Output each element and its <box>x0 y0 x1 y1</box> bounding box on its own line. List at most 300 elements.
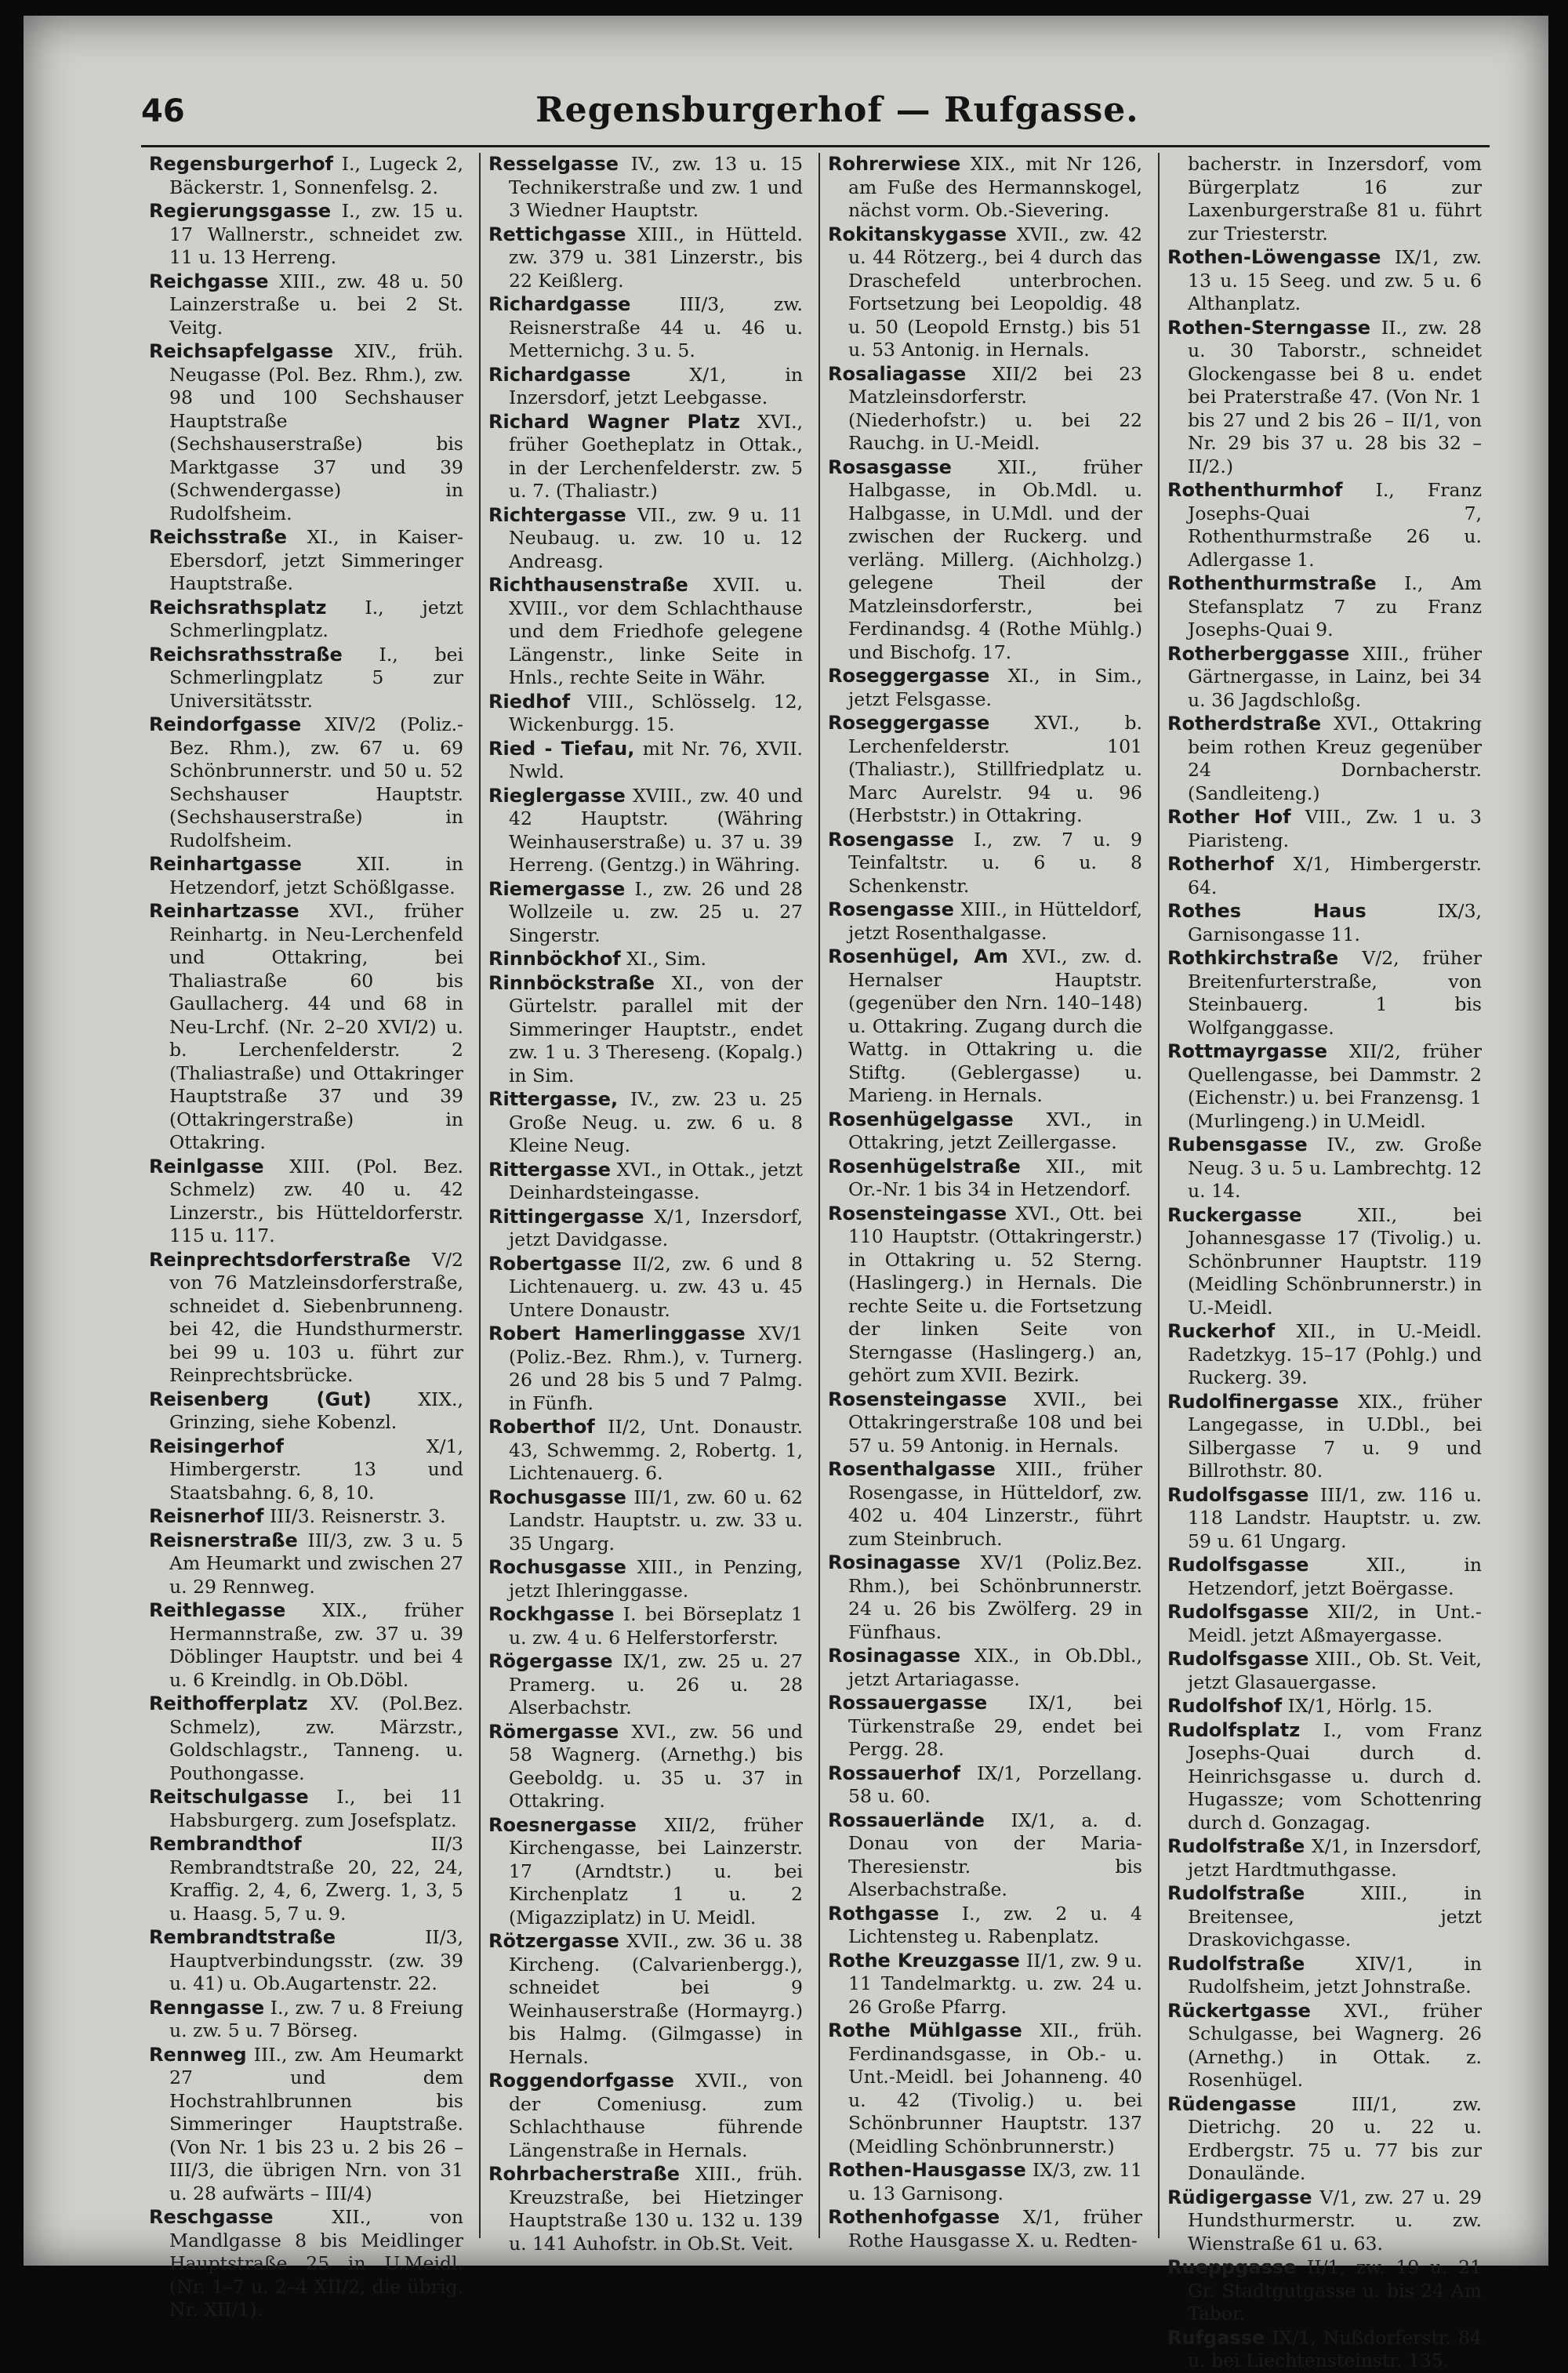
entry-text: XIX., früher Hermannstraße, zw. 37 u. 39 Döblinger Hauptstr. und bei 4 u. 6 Kreindlg. in Ob.Döbl. <box>169 1599 463 1691</box>
entry-headword: Rudolfinergasse <box>1167 1390 1339 1413</box>
entry-headword: Roseggergasse <box>828 712 990 734</box>
directory-entry <box>1167 900 1482 946</box>
directory-entry <box>488 2070 803 2162</box>
entry-text: IX/1, a. d. Donau von der Maria-Theresienstr. bis Alserbachstraße. <box>848 1809 1142 1900</box>
directory-entry <box>149 1388 463 1435</box>
directory-entry <box>1167 1953 1482 1999</box>
entry-headword: Rufgasse <box>1167 2326 1265 2349</box>
directory-entry <box>488 1159 803 1205</box>
directory-entry <box>1167 1601 1482 1647</box>
entry-text: VIII., Zw. 1 u. 3 Piaristeng. <box>1188 806 1483 851</box>
directory-entry <box>1167 643 1482 713</box>
directory-entry <box>149 1505 463 1529</box>
directory-entry <box>828 1203 1142 1388</box>
directory-entry <box>488 738 803 784</box>
entry-text: XVII., zw. 36 u. 38 Kircheng. (Calvarienbergg.), schneidet bei 9 Weinhauserstraße (Hormayrg.) bis Halmg. (Gilmgasse) in Hernals. <box>509 1930 803 2068</box>
entry-text: XII., früher Halbgasse, in Ob.Mdl. u. Halbgasse, in U.Mdl. und der zwischen der Ruckerg. und verläng. Millerg. (Aichholzg.) gelegene Theil der Matzleinsdorferstr., bei Ferdinandsg. 4 (Rothe Mühlg.) und Bischofg. 17. <box>848 455 1142 663</box>
entry-text: I., vom Franz Josephs-Quai durch d. Heinrichsgasse u. durch d. Hugassze; vom Schottenring durch d. Gonzagag. <box>1188 1718 1482 1834</box>
entry-text: XVII., zw. 42 u. 44 Rötzerg., bei 4 durch das Draschefeld unterbrochen. Fortsetzung bei Leopoldig. 48 u. 50 (Leopold Ernstg.) bis 51 u. 53 Antonig. in Hernals. <box>848 223 1142 361</box>
directory-entry <box>828 1950 1142 2019</box>
directory-entry <box>1167 1040 1482 1133</box>
entry-headword: Richard Wagner Platz <box>488 410 740 433</box>
entry-headword: Ruckergasse <box>1167 1203 1302 1226</box>
entry-headword: Reindorfgasse <box>149 713 302 735</box>
entry-headword: Rittergasse <box>488 1158 611 1181</box>
entry-text: XVI., früher Reinhartg. in Neu-Lerchenfeld und Ottakring, bei Thaliastraße 60 bis Gaullacherg. 44 und 68 in Neu-Lrchf. (Nr. 2–20 XVI/2) u. b. Lerchenfelderstr. 2 (Thaliastraße) und Ottakringer Hauptstraße 37 und 39 (Ottakringerstraße) in Ottakring. <box>169 900 463 1153</box>
entry-text: XVI., in Ottakring, jetzt Zeillergasse. <box>848 1108 1142 1153</box>
entry-text: I., zw. 15 u. 17 Wallnerstr., schneidet zw. 11 u. 13 Herreng. <box>169 200 463 268</box>
entry-text: bacherstr. in Inzersdorf, vom Bürgerplatz 16 zur Laxenburgerstraße 81 u. führt zur Triesterstr. <box>1188 153 1482 245</box>
entry-headword: Rothe Kreuzgasse <box>828 1949 1020 1972</box>
directory-entry <box>149 1529 463 1599</box>
directory-entry <box>828 1108 1142 1155</box>
entry-text: XIII., zw. 48 u. 50 Lainzerstraße u. bei 2 St. Veitg. <box>169 270 463 339</box>
entry-headword: Roesnergasse <box>488 1813 637 1836</box>
entry-headword: Ruckerhof <box>1167 1320 1276 1342</box>
entry-text: XII., bei Johannesgasse 17 (Tivolig.) u. Schönbrunner Hauptstr. 119 (Meidling Schönbrunnerstr.) in U.-Meidl. <box>1188 1203 1482 1319</box>
entry-text: I. bei Börseplatz 1 u. zw. 4 u. 6 Helferstorferstr. <box>509 1603 803 1649</box>
entry-text: V/2 von 76 Matzleinsdorferstraße, schneidet d. Siebenbrunneng. bei 42, die Hundsthurmerstr. bei 99 u. 103 u. führt zur Reinprechtsbrücke. <box>169 1248 463 1386</box>
entry-headword: Rosenhügelgasse <box>828 1108 1014 1130</box>
entry-headword: Rossauergasse <box>828 1692 988 1714</box>
entry-text: XVII., von der Comeniusg. zum Schlachthause führende Längenstraße in Hernals. <box>509 2070 803 2161</box>
entry-headword: Rembrandtstraße <box>149 1926 336 1948</box>
directory-entry <box>488 411 803 503</box>
directory-entry <box>828 1156 1142 1202</box>
entry-headword: Rudolfstraße <box>1167 1952 1305 1975</box>
entry-headword: Rohrerwiese <box>828 153 961 175</box>
entry-text: XVI., Ottakring beim rothen Kreuz gegenüber 24 Dornbacherstr. (Sandleiteng.) <box>1188 713 1482 804</box>
column-3 <box>818 153 1150 2251</box>
directory-entry <box>828 456 1142 665</box>
entry-headword: Rotherberggasse <box>1167 642 1350 665</box>
directory-entry <box>488 2163 803 2255</box>
entry-text: XIV/2 (Poliz.-Bez. Rhm.), zw. 67 u. 69 Schönbrunnerstr. und 50 u. 52 Sechshauser Hauptstr. (Sechshauserstraße) in Rudolfsheim. <box>169 713 463 851</box>
entry-headword: Rosenthalgasse <box>828 1458 996 1480</box>
entry-text: XII. in Hetzendorf, jetzt Schößlgasse. <box>169 853 463 898</box>
entry-text: XI., Sim. <box>620 948 707 970</box>
entry-text: III/3, zw. Reisnerstraße 44 u. 46 u. Metternichg. 3 u. 5. <box>509 293 803 361</box>
entry-text: IX/1, zw. 13 u. 15 Seeg. und zw. 5 u. 6 Althanplatz. <box>1188 246 1482 314</box>
directory-entry <box>828 1692 1142 1762</box>
entry-text: II/2, zw. 6 und 8 Lichtenauerg. u. zw. 43 u. 45 Untere Donaustr. <box>509 1252 803 1321</box>
entry-text: XVI., in Ottak., jetzt Deinhardsteingasse. <box>509 1158 803 1203</box>
entry-headword: Rossauerlände <box>828 1809 985 1831</box>
entry-text: XVI., früher Schulgasse, bei Wagnerg. 26 (Arnethg.) in Ottak. z. Rosenhügel. <box>1188 1999 1482 2091</box>
directory-entry <box>488 1930 803 2069</box>
directory-entry <box>1167 1835 1482 1881</box>
entry-headword: Rudolfsgasse <box>1167 1648 1309 1670</box>
directory-entry <box>1167 2093 1482 2186</box>
entry-text: V/1, zw. 27 u. 29 Hundsthurmerstr. u. zw. Wienstraße 61 u. 63. <box>1188 2186 1482 2255</box>
directory-entry <box>828 363 1142 455</box>
entry-headword: Rudolfsplatz <box>1167 1718 1301 1741</box>
entry-text: IX/1, Nußdorferstr. 84 u. bei Liechtensteinstr. 135. <box>1188 2326 1482 2371</box>
entry-text: XII., mit Or.-Nr. 1 bis 34 in Hetzendorf. <box>848 1155 1142 1200</box>
entry-headword: Rother Hof <box>1167 806 1291 828</box>
entry-text: XIII., Ob. St. Veit, jetzt Glasauergasse. <box>1188 1648 1482 1693</box>
entry-text: I., Franz Josephs-Quai 7, Rothenthurmstraße 26 u. Adlergasse 1. <box>1188 479 1482 571</box>
entry-headword: Rosinagasse <box>828 1645 960 1667</box>
entry-text: II/3 Rembrandtstraße 20, 22, 24, Kraffig. 2, 4, 6, Zwerg. 1, 3, 5 u. Haasg. 5, 7 u. 9. <box>169 1833 463 1925</box>
directory-entry <box>488 1486 803 1556</box>
directory-entry <box>1167 1391 1482 1483</box>
entry-headword: Roseggergasse <box>828 665 990 687</box>
directory-entry <box>828 1645 1142 1691</box>
entry-text: XVI., früher Goetheplatz in Ottak., in der Lerchenfelderstr. zw. 5 u. 7. (Thaliastr.) <box>509 410 803 502</box>
entry-text: XIX., in Ob.Dbl., jetzt Artariagasse. <box>848 1645 1142 1690</box>
entry-text: XII/2, früher Kirchengasse, bei Lainzerstr. 17 (Arndtstr.) u. bei Kirchenplatz 1 u. 2 (Migazziplatz) in U. Meidl. <box>509 1813 803 1929</box>
entry-text: III/1, zw. 60 u. 62 Landstr. Hauptstr. u. zw. 33 u. 35 Ungarg. <box>509 1486 803 1555</box>
entry-text: II/2, Unt. Donaustr. 43, Schwemmg. 2, Robertg. 1, Lichtenauerg. 6. <box>509 1416 803 1484</box>
entry-text: I., zw. 7 u. 9 Teinfaltstr. u. 6 u. 8 Schenkenstr. <box>848 828 1142 897</box>
entry-headword: Rockhgasse <box>488 1603 615 1625</box>
directory-entry <box>828 1388 1142 1458</box>
entry-text: X/1, Himbergerstr. 64. <box>1188 853 1482 898</box>
entry-text: XV. (Pol.Bez. Schmelz), zw. Märzstr., Goldschlagstr., Tanneng. u. Pouthongasse. <box>169 1693 463 1784</box>
entry-text: XIII., früher Rosengasse, in Hütteldorf, zw. 402 u. 404 Linzerstr., führt zum Steinbruch. <box>848 1458 1142 1550</box>
directory-entry <box>149 713 463 852</box>
entry-text: XIII., in Breitensee, jetzt Draskovichgasse. <box>1188 1882 1482 1950</box>
directory-entry <box>488 1556 803 1602</box>
entry-text: XVIII., zw. 40 und 42 Hauptstr. (Währing Weinhauserstraße) u. 37 u. 39 Herreng. (Gentzg.) in Währing. <box>509 784 803 876</box>
directory-entry <box>149 1599 463 1692</box>
entry-text: XVI., zw. d. Hernalser Hauptstr. (gegenüber den Nrn. 140–148) u. Ottakring. Zugang durch die Wattg. in Ottakring u. die Stiftg. (Geblergasse) u. Marieng. in Hernals. <box>848 945 1142 1106</box>
entry-text: I., zw. 26 und 28 Wollzeile u. zw. 25 u. 27 Singerstr. <box>509 877 803 946</box>
directory-entry <box>149 2044 463 2206</box>
directory-entry <box>488 153 803 223</box>
directory-entry <box>149 340 463 525</box>
directory-entry <box>488 574 803 690</box>
entry-headword: Riemergasse <box>488 877 626 900</box>
directory-entry <box>149 1997 463 2043</box>
entry-text: II/1, zw. 9 u. 11 Tandelmarktg. u. zw. 24 u. 26 Große Pfarrg. <box>848 1949 1142 2018</box>
entry-text: XI., von der Gürtelstr. parallel mit der Simmeringer Hauptstr., endet zw. 1 u. 3 Thereseng. (Kopalg.) in Sim. <box>509 971 803 1087</box>
directory-entry <box>828 2206 1142 2252</box>
entry-headword: Rochusgasse <box>488 1556 626 1578</box>
directory-entry <box>149 1833 463 1925</box>
directory-entry <box>1167 947 1482 1040</box>
directory-entry <box>828 1458 1142 1551</box>
entry-text: XIII., früh. Kreuzstraße, bei Hietzinger Hauptstraße 130 u. 132 u. 139 u. 141 Auhofstr. in Ob.St. Veit. <box>509 2163 803 2255</box>
entry-text: XVII. u. XVIII., vor dem Schlachthause und dem Friedhofe gelegene Längenstr., linke Seite in Hnls., rechte Seite in Währ. <box>509 574 803 688</box>
directory-entry <box>488 785 803 877</box>
entry-headword: Rötzergasse <box>488 1930 619 1952</box>
entry-headword: Reschgasse <box>149 2206 274 2228</box>
entry-headword: Rembrandthof <box>149 1833 302 1855</box>
entry-text: IX/3, Garnisongasse 11. <box>1188 900 1482 945</box>
entry-text: XIX., mit Nr 126, am Fuße des Hermannskogel, nächst vorm. Ob.-Sievering. <box>848 153 1142 221</box>
entry-headword: Reisnerstraße <box>149 1529 298 1551</box>
entry-headword: Rennweg <box>149 2043 247 2066</box>
entry-text: X/1, in Inzersdorf, jetzt Hardtmuthgasse. <box>1188 1835 1482 1881</box>
entry-text: III/3. Reisnerstr. 3. <box>263 1505 446 1527</box>
directory-entry <box>1167 479 1482 571</box>
entry-headword: Reichsrathsplatz <box>149 596 327 619</box>
entry-text: XII., in Hetzendorf, jetzt Boërgasse. <box>1188 1554 1482 1599</box>
running-title: Regensburgerhof — Rufgasse. <box>535 90 1139 130</box>
entry-text: IX/1, bei Türkenstraße 29, endet bei Pergg. 28. <box>848 1692 1142 1760</box>
page-header <box>141 90 1490 147</box>
entry-text: I., zw. 7 u. 8 Freiung u. zw. 5 u. 7 Börseg. <box>169 1996 463 2041</box>
directory-entry <box>828 829 1142 898</box>
entry-text: XII., von Mandlgasse 8 bis Meidlinger Hauptstraße 25 in U.Meidl. (Nr. 1–7 u. 2–4 XII/2, die übrig. Nr. XII/1). <box>169 2206 463 2320</box>
directory-entry <box>488 364 803 410</box>
entry-headword: Richardgasse <box>488 363 631 386</box>
entry-text: XII/2 bei 23 Matzleinsdorferstr. (Niederhofstr.) u. bei 22 Rauchg. in U.-Meidl. <box>848 362 1142 454</box>
directory-entry <box>1167 713 1482 805</box>
entry-headword: Rudolfshof <box>1167 1695 1283 1717</box>
entry-text: III., zw. Am Heumarkt 27 und dem Hochstrahlbrunnen bis Simmeringer Hauptstraße. (Von Nr. 1 bis 23 u. 2 bis 26 – III/3, die übrigen Nrn. von 31 u. 28 aufwärts – III/4) <box>169 2043 463 2204</box>
directory-entry <box>488 1206 803 1252</box>
entry-headword: Riedhof <box>488 690 571 713</box>
entry-headword: Roberthof <box>488 1416 595 1438</box>
directory-entry <box>488 1603 803 1649</box>
directory-entry <box>828 1903 1142 1949</box>
entry-text: XVI., zw. 56 und 58 Wagnerg. (Arnethg.) bis Geeboldg. u. 35 u. 37 in Ottakring. <box>509 1720 803 1812</box>
entry-headword: Richardgasse <box>488 293 631 315</box>
entry-headword: Reithlegasse <box>149 1599 286 1621</box>
directory-entry <box>149 2206 463 2322</box>
directory-entry <box>1167 2186 1482 2256</box>
entry-text: XI., in Sim., jetzt Felsgasse. <box>848 665 1142 710</box>
entry-text: X/1, in Inzersdorf, jetzt Leebgasse. <box>509 363 803 408</box>
column-4 <box>1158 153 1490 2371</box>
entry-headword: Reinlgasse <box>149 1155 264 1177</box>
directory-entry <box>149 1786 463 1832</box>
entry-headword: Rohrbacherstraße <box>488 2163 681 2185</box>
directory-entry <box>149 900 463 1155</box>
entry-headword: Rüdigergasse <box>1167 2186 1312 2208</box>
directory-entry <box>488 223 803 293</box>
entry-headword: Rothenthurmstraße <box>1167 572 1377 594</box>
entry-text: IX/1, Porzellang. 58 u. 60. <box>848 1762 1142 1807</box>
entry-headword: Rinnböckhof <box>488 948 621 970</box>
directory-entry <box>828 1809 1142 1902</box>
directory-entry <box>1167 1695 1482 1718</box>
directory-entry <box>488 1721 803 1813</box>
entry-headword: Rosengasse <box>828 828 954 851</box>
entry-headword: Rudolfsgasse <box>1167 1601 1309 1623</box>
entry-headword: Rudolfsgasse <box>1167 1554 1309 1576</box>
page-number: 46 <box>141 93 185 129</box>
entry-headword: Regierungsgasse <box>149 200 332 222</box>
entry-headword: Rothen-Löwengasse <box>1167 246 1381 268</box>
entry-headword: Reichsapfelgasse <box>149 340 334 362</box>
entry-headword: Rosinagasse <box>828 1551 960 1573</box>
entry-text: XVII., bei Ottakringerstraße 108 und bei 57 u. 59 Antonig. in Hernals. <box>848 1388 1142 1457</box>
entry-headword: Roggendorfgasse <box>488 2070 674 2092</box>
directory-entry <box>488 1416 803 1486</box>
directory-entry <box>488 293 803 363</box>
entry-headword: Rottmayrgasse <box>1167 1040 1328 1062</box>
entry-headword: Rinnböckstraße <box>488 971 655 994</box>
entry-headword: Rokitanskygasse <box>828 223 1007 245</box>
directory-entry <box>1167 317 1482 479</box>
entry-text: XVI., Ott. bei 110 Hauptstr. (Ottakringerstr.) in Ottakring u. 52 Sterng. (Haslingerg.) in Hernals. Die rechte Seite u. die Fortsetzung der linken Seite von Sterngasse (Haslingerg.) an, gehört zum XVII. Bezirk. <box>848 1202 1142 1386</box>
directory-entry <box>1167 1134 1482 1203</box>
directory-entry <box>488 1323 803 1415</box>
directory-entry <box>1167 1882 1482 1952</box>
entry-text: III/3, zw. 3 u. 5 Am Heumarkt und zwischen 27 u. 29 Rennweg. <box>169 1529 463 1598</box>
entry-text: XII/2, in Unt.-Meidl. jetzt Aßmayergasse. <box>1188 1601 1482 1646</box>
entry-headword: Rubensgasse <box>1167 1134 1308 1156</box>
directory-entry <box>828 898 1142 945</box>
entry-text: II/1, zw. 19 u. 21 Gr. Stadtgutgasse u. bis 24 Am Tabor. <box>1188 2256 1482 2324</box>
directory-entry <box>488 878 803 948</box>
entry-text: X/1, früher Rothe Hausgasse X. u. Redten- <box>848 2206 1142 2251</box>
directory-entry <box>149 526 463 596</box>
directory-entry <box>1167 153 1482 245</box>
entry-text: I., jetzt Schmerlingplatz. <box>169 596 463 641</box>
directory-entry <box>488 948 803 971</box>
directory-entry <box>828 153 1142 223</box>
entry-text: III/1, zw. Dietrichg. 20 u. 22 u. Erdbergstr. 75 u. 77 bis zur Donaulände. <box>1188 2092 1482 2184</box>
entry-headword: Rothen-Sterngasse <box>1167 316 1371 339</box>
directory-entry <box>1167 806 1482 852</box>
directory-entry <box>1167 2000 1482 2092</box>
directory-entry <box>488 691 803 737</box>
entry-text: I., bei 11 Habsburgerg. zum Josefsplatz. <box>169 1786 463 1831</box>
entry-headword: Rothenthurmhof <box>1167 479 1343 501</box>
entry-text: X/1, Himbergerstr. 13 und Staatsbahng. 6, 8, 10. <box>169 1435 463 1504</box>
directory-entry <box>1167 1320 1482 1390</box>
entry-headword: Richtergasse <box>488 503 626 526</box>
entry-text: XIX., Grinzing, siehe Kobenzl. <box>169 1388 463 1433</box>
directory-entry <box>149 1435 463 1505</box>
entry-headword: Reinhartzasse <box>149 900 299 922</box>
directory-entry <box>149 1693 463 1785</box>
entry-text: XV/1 (Poliz.Bez. Rhm.), bei Schönbrunnerstr. 24 u. 26 bis Zwölferg. 29 in Fünfhaus. <box>848 1551 1142 1643</box>
directory-entry <box>1167 1484 1482 1554</box>
entry-headword: Reichsstraße <box>149 526 287 548</box>
entry-text: XII/2, früher Quellengasse, bei Dammstr. 2 (Eichenstr.) u. bei Franzensg. 1 (Murlingeng.) in U.Meidl. <box>1188 1040 1482 1132</box>
entry-headword: Rotherhof <box>1167 853 1274 875</box>
entry-text: VIII., Schlösselg. 12, Wickenburgg. 15. <box>509 690 803 735</box>
entry-text: I., Am Stefansplatz 7 zu Franz Josephs-Quai 9. <box>1188 572 1482 640</box>
directory-entry <box>488 1650 803 1720</box>
directory-entry <box>828 712 1142 828</box>
directory-entry <box>828 1762 1142 1809</box>
column-2 <box>479 153 811 2255</box>
entry-text: I., zw. 2 u. 4 Lichtensteg u. Rabenplatz. <box>848 1902 1142 1947</box>
directory-entry <box>1167 1648 1482 1694</box>
directory-entry <box>149 1156 463 1248</box>
directory-entry <box>1167 1204 1482 1320</box>
entry-headword: Rudolfsgasse <box>1167 1483 1309 1506</box>
entry-headword: Rueppgasse <box>1167 2256 1297 2278</box>
directory-entry <box>488 1253 803 1323</box>
directory-entry <box>828 2159 1142 2205</box>
entry-headword: Rittingergasse <box>488 1205 644 1228</box>
entry-headword: Rosasgasse <box>828 455 952 478</box>
column-1 <box>141 153 471 2320</box>
directory-columns <box>141 153 1490 2371</box>
entry-headword: Rittergasse, <box>488 1088 619 1110</box>
entry-text: IV., zw. 23 u. 25 Große Neug. u. zw. 6 u. 8 Kleine Neug. <box>509 1088 803 1156</box>
entry-text: XIII., in Hütteldorf, jetzt Rosenthalgasse. <box>848 898 1142 944</box>
directory-entry <box>1167 1554 1482 1600</box>
entry-text: mit Nr. 76, XVII. Nwld. <box>509 737 803 782</box>
entry-text: XIV/1, in Rudolfsheim, jetzt Johnstraße. <box>1188 1952 1482 1997</box>
entry-headword: Rothes Haus <box>1167 900 1367 922</box>
directory-entry <box>1167 1719 1482 1835</box>
entry-headword: Rotherdstraße <box>1167 713 1322 735</box>
entry-text: III/1, zw. 116 u. 118 Landstr. Hauptstr. u. zw. 59 u. 61 Ungarg. <box>1188 1483 1482 1552</box>
directory-entry <box>1167 246 1482 316</box>
entry-text: XIV., früh. Neugasse (Pol. Bez. Rhm.), zw. 98 und 100 Sechshauser Hauptstraße (Sechshauserstraße) bis Marktgasse 37 und 39 (Schwendergasse) in Rudolfsheim. <box>169 340 463 524</box>
entry-text: XVI., b. Lerchenfelderstr. 101 (Thaliastr.), Stillfriedplatz u. Marc Aurelstr. 94 u. 96 (Herbststr.) in Ottakring. <box>848 712 1142 826</box>
directory-entry <box>828 223 1142 362</box>
entry-text: XI., in Kaiser-Ebersdorf, jetzt Simmeringer Hauptstraße. <box>169 526 463 594</box>
entry-text: XV/1 (Poliz.-Bez. Rhm.), v. Turnerg. 26 und 28 bis 5 und 7 Palmg. in Fünfh. <box>509 1323 804 1414</box>
entry-headword: Rudolfstraße <box>1167 1882 1305 1904</box>
entry-headword: Rothen-Hausgasse <box>828 2159 1026 2181</box>
directory-entry <box>1167 2327 1482 2373</box>
directory-entry <box>828 665 1142 711</box>
entry-headword: Renngasse <box>149 1996 265 2019</box>
entry-text: XII., früh. Ferdinandsgasse, in Ob.- u. Unt.-Meidl. bei Johanneng. 40 u. 42 (Tivolig.) u. bei Schönbrunner Hauptstr. 137 (Meidling Schönbrunnerstr.) <box>848 2019 1142 2157</box>
entry-headword: Reitschulgasse <box>149 1786 309 1808</box>
directory-entry <box>149 153 463 199</box>
directory-entry <box>149 1249 463 1388</box>
directory-entry <box>149 644 463 713</box>
entry-text: XIII., in Penzing, jetzt Ihleringgasse. <box>509 1556 803 1602</box>
entry-headword: Robertgasse <box>488 1252 622 1275</box>
directory-entry <box>488 1088 803 1158</box>
directory-entry <box>149 200 463 270</box>
entry-text: IV., zw. Große Neug. 3 u. 5 u. Lambrechtg. 12 u. 14. <box>1188 1134 1482 1202</box>
entry-headword: Reisenberg (Gut) <box>149 1388 372 1410</box>
directory-entry <box>149 1926 463 1996</box>
entry-headword: Rieglergasse <box>488 784 626 807</box>
entry-headword: Römergasse <box>488 1720 619 1743</box>
entry-headword: Rothe Mühlgasse <box>828 2019 1022 2041</box>
scanned-page <box>24 16 1548 2371</box>
entry-headword: Rosensteingasse <box>828 1202 1007 1225</box>
entry-headword: Reithofferplatz <box>149 1693 308 1714</box>
entry-headword: Rüdengasse <box>1167 2092 1297 2115</box>
directory-entry <box>1167 853 1482 899</box>
entry-headword: Rothkirchstraße <box>1167 947 1339 969</box>
entry-headword: Rosaliagasse <box>828 362 967 385</box>
entry-headword: Reinprechtsdorferstraße <box>149 1248 411 1271</box>
entry-headword: Reisnerhof <box>149 1505 264 1527</box>
entry-headword: Reichgasse <box>149 270 269 292</box>
entry-text: IV., zw. 13 u. 15 Technikerstraße und zw. 1 und 3 Wiedner Hauptstr. <box>509 153 803 221</box>
entry-headword: Regensburgerhof <box>149 153 333 175</box>
entry-text: XIX., früher Langegasse, in U.Dbl., bei Silbergasse 7 u. 9 und Billrothstr. 80. <box>1188 1390 1482 1482</box>
directory-entry <box>488 972 803 1088</box>
entry-text: IX/1, zw. 25 u. 27 Pramerg. u. 26 u. 28 Alserbachstr. <box>509 1650 803 1718</box>
entry-text: XIII. (Pol. Bez. Schmelz) zw. 40 u. 42 Linzerstr., bis Hütteldorferstr. 115 u. 117. <box>169 1155 463 1246</box>
entry-headword: Rothgasse <box>828 1902 939 1925</box>
entry-text: XIII., in Hütteld. zw. 379 u. 381 Linzerstr., bis 22 Keißlerg. <box>509 223 803 292</box>
entry-text: VII., zw. 9 u. 11 Neubaug. u. zw. 10 u. 12 Andreasg. <box>509 503 803 572</box>
entry-headword: Richthausenstraße <box>488 574 688 596</box>
directory-entry <box>1167 2256 1482 2326</box>
directory-entry <box>828 945 1142 1108</box>
directory-entry <box>828 2019 1142 2158</box>
directory-entry <box>488 1814 803 1930</box>
entry-text: I., bei Schmerlingplatz 5 zur Universitätsstr. <box>169 643 463 712</box>
entry-headword: Rothenhofgasse <box>828 2206 1000 2228</box>
directory-entry <box>149 853 463 899</box>
entry-text: V/2, früher Breitenfurterstraße, von Steinbauerg. 1 bis Wolfganggasse. <box>1188 947 1482 1039</box>
entry-text: I., Lugeck 2, Bäckerstr. 1, Sonnenfelsg. 2. <box>169 153 463 198</box>
directory-entry <box>1167 572 1482 642</box>
entry-headword: Reichsrathsstraße <box>149 643 343 666</box>
